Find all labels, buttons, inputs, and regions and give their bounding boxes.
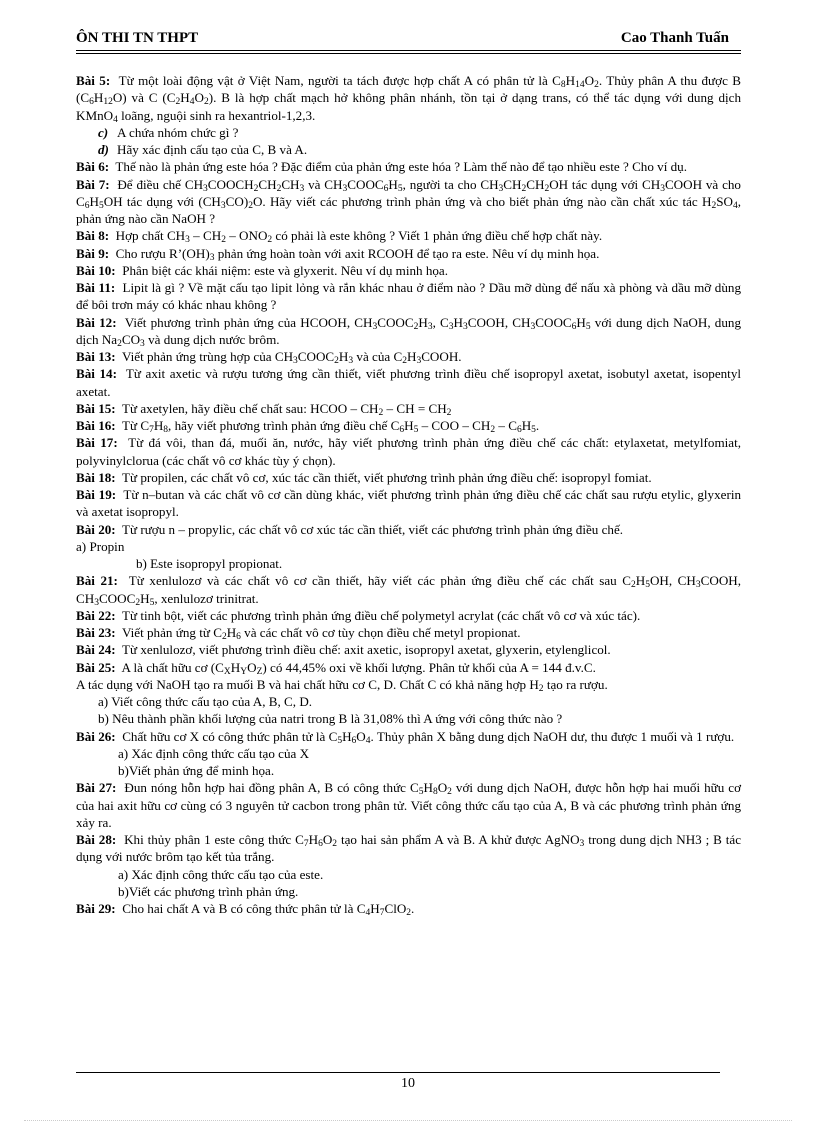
exercise-label: Bài 25: bbox=[76, 659, 116, 675]
exercise-label: Bài 16: bbox=[76, 418, 116, 433]
page-number: 10 bbox=[401, 1076, 415, 1091]
exercise-text: Để điều chế $CH_3COOCH_2CH_2CH_3$ và $CH_3COOC_6H_5$, người ta cho $CH_3CH_2CH_2OH$ tác dụng với $CH_3COOH$ và cho $C_6H_5OH$ tác dụng với $(CH_3CO)_2O$. Hãy viết các phương trình phản ứng và cho biết phản ứng nào cần chất xúc tác $H_2SO_4$, phản ứng nào cần NaOH ? bbox=[76, 176, 741, 226]
exercise-paragraph bbox=[76, 365, 741, 400]
exercise-label: Bài 12: bbox=[76, 314, 117, 330]
option-text: A chứa nhóm chức gì ? bbox=[117, 124, 239, 140]
exercise-paragraph bbox=[76, 659, 741, 676]
sub-item: b)Viết các phương trình phản ứng. bbox=[118, 883, 299, 899]
exercise-text: Từ rượu n – propylic, các chất vô cơ xúc tác cần thiết, viết các phương trình phản ứng điều chế. bbox=[121, 521, 624, 537]
exercise-paragraph bbox=[76, 900, 741, 917]
exercise-label: Bài 29: bbox=[76, 901, 116, 916]
exercise-paragraph bbox=[76, 624, 741, 641]
exercise-text: Viết phản ứng trùng hợp của $CH_3COOC_2H_3$ và của $C_2H_3COOH$. bbox=[121, 349, 462, 366]
exercise-text: Từ axetylen, hãy điều chế chất sau: HCOO – $CH_2$ – CH = $CH_2$ bbox=[121, 400, 452, 418]
exercise-label: Bài 19: bbox=[76, 487, 117, 502]
exercise-paragraph bbox=[76, 279, 741, 314]
exercise-paragraph bbox=[76, 831, 741, 866]
exercise-text: Từ axit axetic và rượu tương ứng cần thiết, viết phương trình điều chế isopropyl axetat, isobutyl axetat, isopentyl axetat. bbox=[76, 366, 742, 399]
header-rule bbox=[76, 50, 741, 54]
exercise-paragraph bbox=[76, 348, 741, 365]
exercise-text: Từ xenlulozơ, viết phương trình điều chế: axit axetic, isopropyl axetat, glyxerin, etylenglicol. bbox=[121, 642, 611, 658]
exercise-text: Cho hai chất A và B có công thức phân tử là $C_4H_7ClO_2$. bbox=[122, 901, 415, 918]
sub-item: a) Xác định công thức cấu tạo của este. bbox=[118, 866, 324, 882]
footer-rule bbox=[76, 1072, 720, 1073]
exercise-paragraph bbox=[76, 779, 741, 831]
exercise-paragraph bbox=[76, 400, 741, 417]
sub-item: a) Xác định công thức cấu tạo của X bbox=[118, 745, 310, 761]
exercise-label: Bài 20: bbox=[76, 521, 116, 537]
exercise-list bbox=[76, 72, 741, 917]
exercise-label: Bài 28: bbox=[76, 832, 117, 847]
sub-item: b)Viết phản ứng để minh họa. bbox=[118, 763, 275, 778]
exercise-text: Viết phản ứng từ $C_2H_6$ và các chất vô cơ tùy chọn điều chế metyl propionat. bbox=[121, 625, 521, 642]
exercise-label: Bài 11: bbox=[76, 280, 116, 295]
exercise-label: Bài 23: bbox=[76, 625, 116, 640]
exercise-label: Bài 24: bbox=[76, 642, 116, 658]
exercise-text: Từ $C_7H_8$, hãy viết phương trình phản ứng điều chế $C_6H_5$ – COO – $CH_2 - C_6H_5$. bbox=[121, 418, 540, 435]
option-marker: d) bbox=[98, 142, 109, 157]
option-marker: c) bbox=[98, 124, 109, 140]
exercise-text: Từ tinh bột, viết các phương trình phản ứng điều chế polymetyl acrylat (các chất vô cơ và xúc tác). bbox=[121, 607, 641, 623]
exercise-text: Hợp chất $CH_3 - CH_2 - ONO_2$ có phải là este không ? Viết 1 phản ứng điều chế hợp chất này. bbox=[115, 228, 603, 246]
exercise-paragraph bbox=[76, 572, 741, 607]
page-edge bbox=[24, 1120, 792, 1121]
exercise-label: Bài 18: bbox=[76, 469, 116, 485]
option-text: Hãy xác định cấu tạo của C, B và A. bbox=[117, 142, 308, 157]
exercise-paragraph bbox=[76, 728, 741, 745]
exercise-label: Bài 14: bbox=[76, 366, 117, 382]
exercise-label: Bài 7: bbox=[76, 176, 110, 192]
exercise-text: Từ n–butan và các chất vô cơ cần dùng khác, viết phương trình phản ứng điều chế các chất sau rượu etylic, glyxerin và axetat isopropyl. bbox=[76, 487, 742, 520]
exercise-text: Phân biệt các khái niệm: este và glyxerit. Nêu ví dụ minh họa. bbox=[122, 262, 449, 278]
exercise-label: Bài 15: bbox=[76, 400, 116, 416]
exercise-paragraph bbox=[76, 227, 741, 244]
exercise-label: Bài 22: bbox=[76, 607, 116, 623]
exercise-paragraph bbox=[76, 417, 741, 434]
exercise-paragraph bbox=[76, 314, 741, 349]
exercise-paragraph bbox=[76, 262, 741, 279]
exercise-label: Bài 21: bbox=[76, 573, 118, 589]
exercise-paragraph bbox=[76, 434, 741, 469]
exercise-text: Thế nào là phản ứng este hóa ? Đặc điểm của phản ứng este hóa ? Làm thế nào để tạo nhiều este ? Cho ví dụ. bbox=[115, 159, 687, 175]
exercise-label: Bài 5: bbox=[76, 73, 111, 88]
exercise-paragraph bbox=[76, 72, 741, 124]
exercise-paragraph bbox=[76, 607, 741, 624]
exercise-text: Khi thủy phân 1 este công thức $C_7H_6O_2$ tạo hai sản phẩm A và B. A khử được AgNO$_3$ trong dung dịch NH3 ; B tác dụng với nước brôm tạo kết tủa trắng. bbox=[76, 832, 741, 865]
exercise-text: Đun nóng hỗn hợp hai đồng phân A, B có công thức $C_5H_8O_2$ với dung dịch NaOH, được hỗn hợp hai muối hữu cơ của hai axit hữu cơ cùng có 3 nguyên tử cacbon trong phân tử. Viết công thức cấu tạo của A, B và các phương trình phản ứng xảy ra. bbox=[76, 780, 742, 830]
sub-item: b) Nêu thành phần khối lượng của natri trong B là 31,08% thì A ứng với công thức nào ? bbox=[98, 711, 563, 727]
exercise-text: A là chất hữu cơ $(C_XH_YO_Z)$ có 44,45% oxi về khối lượng. Phân tử khối của A = 144 đ.v.C. bbox=[121, 659, 596, 677]
page-header bbox=[76, 28, 741, 50]
exercise-label: Bài 26: bbox=[76, 728, 116, 744]
exercise-paragraph bbox=[76, 486, 741, 521]
exercise-paragraph bbox=[76, 245, 741, 262]
exercise-text: Từ đá vôi, than đá, muối ăn, nước, hãy viết phương trình phản ứng điều chế các chất: etylaxetat, metylfomiat, polyvinylclorua (các chất vô cơ khác tùy ý chọn). bbox=[76, 435, 741, 468]
sub-item: A tác dụng với NaOH tạo ra muối B và hai chất hữu cơ C, D. Chất C có khả năng hợp $H_2$ tạo ra rượu. bbox=[76, 676, 608, 694]
exercise-label: Bài 10: bbox=[76, 262, 116, 278]
header-course-title: ÔN THI TN THPT bbox=[76, 30, 199, 46]
exercise-text: Từ propilen, các chất vô cơ, xúc tác cần thiết, viết phương trình phản ứng điều chế: isopropyl fomiat. bbox=[121, 469, 652, 485]
exercise-paragraph bbox=[76, 469, 741, 486]
exercise-text: Lipit là gì ? Về mặt cấu tạo lipit lỏng và rắn khác nhau ở điểm nào ? Dầu mỡ dùng để nấu xà phòng và dầu mỡ dùng để bôi trơn máy có khác nhau không ? bbox=[76, 280, 741, 313]
exercise-text: Chất hữu cơ X có công thức phân tử là $C_5H_6O_4$. Thủy phân X bằng dung dịch NaOH dư, thu được 1 muối và 1 rượu. bbox=[122, 728, 735, 746]
exercise-text: Từ một loài động vật ở Việt Nam, người ta tách được hợp chất A có phân tử là $C_8H_{14}O_2$. Thủy phân A thu được B $(C_6H_{12}O)$ và C $(C_2H_4O_2)$. B là hợp chất mạch hở không phân nhánh, tồn tại ở dạng trans, có thể tác dụng với dung dịch KMnO$_4$ loãng, nguội sinh ra hexantriol-1,2,3. bbox=[76, 73, 742, 125]
option-item bbox=[76, 124, 741, 141]
header-author: Cao Thanh Tuấn bbox=[620, 30, 729, 46]
exercise-label: Bài 9: bbox=[76, 245, 110, 261]
sub-item: b) Este isopropyl propionat. bbox=[136, 556, 283, 571]
exercise-label: Bài 17: bbox=[76, 435, 118, 451]
exercise-text: Cho rượu $R’(OH)_3$ phản ứng hoàn toàn với axit RCOOH để tạo ra este. Nêu ví dụ minh họa. bbox=[115, 245, 600, 263]
exercise-label: Bài 13: bbox=[76, 349, 116, 364]
sub-item: a) Viết công thức cấu tạo của A, B, C, D. bbox=[98, 694, 313, 709]
option-item bbox=[76, 141, 741, 158]
exercise-label: Bài 27: bbox=[76, 780, 117, 796]
exercise-text: Viết phương trình phản ứng của HCOOH, $CH_3COOC_2H_3$, $C_3H_3COOH$, $CH_3COOC_6H_5$ với dung dịch NaOH, dung dịch $Na_2CO_3$ và dung dịch nước brôm. bbox=[76, 314, 741, 349]
exercise-paragraph bbox=[76, 521, 741, 538]
exercise-text: Từ xenlulozơ và các chất vô cơ cần thiết, hãy viết các phản ứng điều chế các chất sau $C_2H_5OH$, $CH_3COOH$, $CH_3COOC_2H_5$, xenlulozơ trinitrat. bbox=[76, 573, 741, 608]
exercise-paragraph bbox=[76, 641, 741, 658]
exercise-label: Bài 6: bbox=[76, 159, 110, 175]
exercise-paragraph bbox=[76, 158, 741, 175]
exercise-label: Bài 8: bbox=[76, 228, 110, 244]
exercise-paragraph bbox=[76, 176, 741, 228]
sub-item: a) Propin bbox=[76, 538, 125, 554]
